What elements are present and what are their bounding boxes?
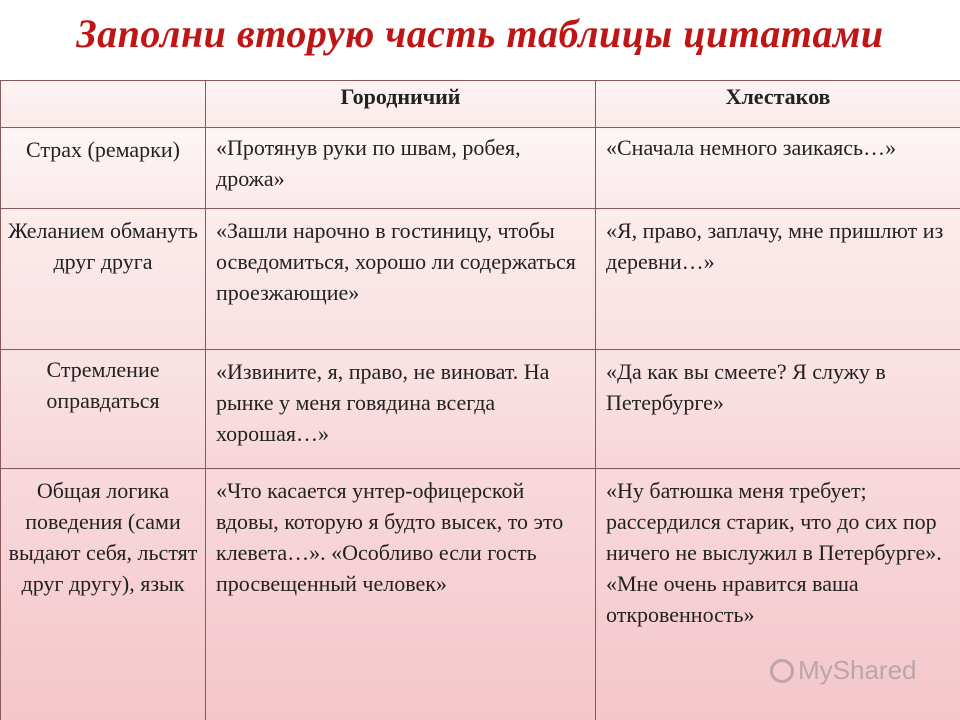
gorodnichiy-quote: «Зашли нарочно в гостиницу, чтобы осведомиться, хорошо ли содержаться проезжающие» [216,218,576,305]
gorodnichiy-quote: «Протянув руки по швам, робея, дрожа» [216,135,521,191]
row-label: Желанием обмануть друг друга [8,218,198,274]
gorodnichiy-quote: «Что касается унтер-офицерской вдовы, которую я будто высек, то это клевета…». «Особливо если гость просвещенный человек» [216,478,564,596]
gorodnichiy-quote-cell [206,128,596,209]
row-label-cell [1,128,206,209]
row-label: Стремление оправдаться [46,357,160,413]
gorodnichiy-quote-cell [206,209,596,350]
khlestakov-quote: «Ну батюшка меня требует; рассердился старик, что до сих пор ничего не выслужил в Петербурге». «Мне очень нравится ваша откровенность» [606,478,942,627]
row-label: Общая логика поведения (сами выдают себя, льстят друг другу), язык [8,478,198,596]
page-title: Заполни вторую часть таблицы цитатами [76,11,884,56]
header-khlestakov: Хлестаков [596,81,960,128]
quotes-table [0,80,960,720]
table-row [1,209,960,350]
row-label-cell [1,209,206,350]
table-row [1,128,960,209]
khlestakov-quote: «Сначала немного заикаясь…» [606,135,897,160]
myshared-logo-icon [770,659,794,683]
row-label-cell [1,350,206,469]
khlestakov-quote: «Да как вы смеете? Я служу в Петербурге» [606,359,886,415]
gorodnichiy-quote-cell [206,469,596,720]
khlestakov-quote-cell [596,350,960,469]
table-header-row [1,81,960,128]
table-row [1,350,960,469]
header-empty-cell [1,81,206,128]
header-gorodnichiy: Городничий [206,81,596,128]
khlestakov-quote-cell [596,209,960,350]
row-label-cell [1,469,206,720]
gorodnichiy-quote-cell [206,350,596,469]
watermark-text: MyShared [798,655,917,685]
khlestakov-quote: «Я, право, заплачу, мне пришлют из деревни…» [606,218,944,274]
gorodnichiy-quote: «Извините, я, право, не виноват. На рынке у меня говядина всегда хорошая…» [216,359,550,446]
khlestakov-quote-cell [596,128,960,209]
row-label: Страх (ремарки) [26,137,180,162]
watermark [770,655,917,686]
